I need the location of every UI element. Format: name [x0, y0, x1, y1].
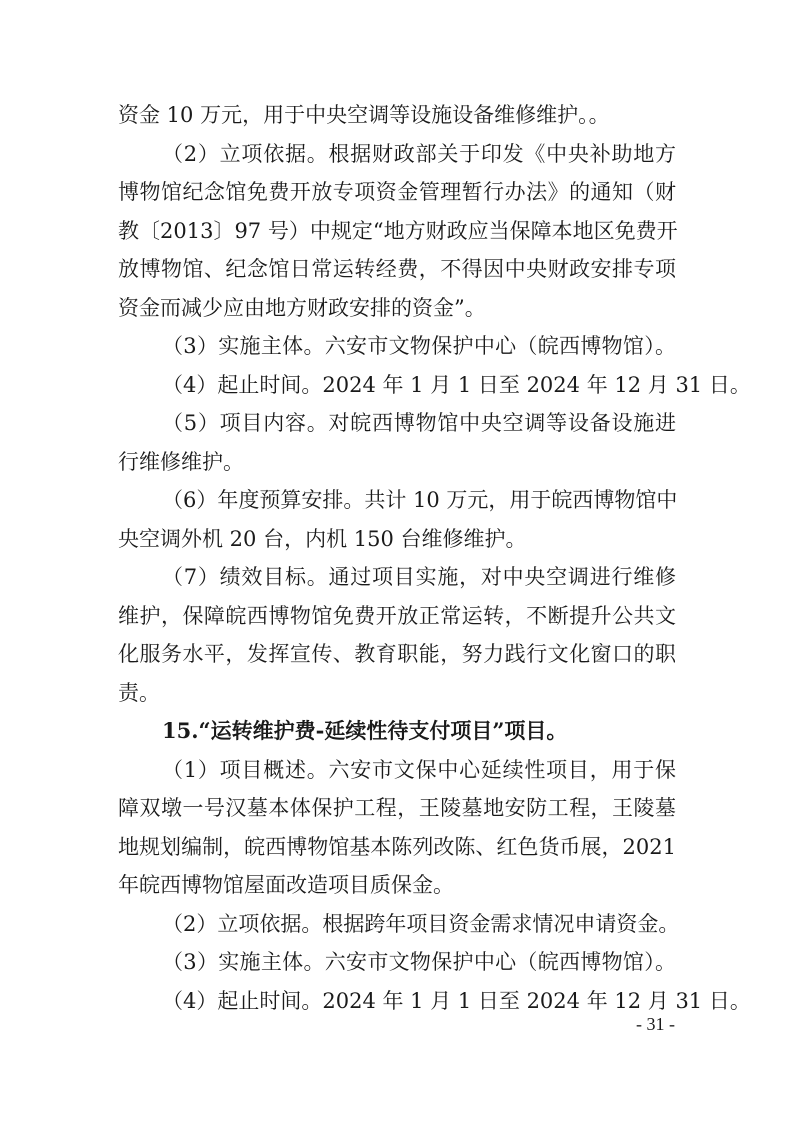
text-line: （1）项目概述。六安市文保中心延续性项目，用于保 — [162, 757, 676, 782]
text-line: （6）年度预算安排。共计 10 万元，用于皖西博物馆中 — [162, 488, 678, 512]
text-line: （3）实施主体。六安市文物保护中心（皖西博物馆）。 — [162, 950, 676, 974]
text-line: （7）绩效目标。通过项目实施，对中央空调进行维修 — [162, 565, 676, 589]
text-line: （2）立项依据。根据财政部关于印发《中央补助地方 — [162, 141, 676, 166]
text-line: （5）项目内容。对皖西博物馆中央空调等设备设施进 — [162, 411, 676, 435]
text-line: （3）实施主体。六安市文物保护中心（皖西博物馆）。 — [162, 334, 676, 358]
text-line: 行维修维护。 — [118, 449, 244, 474]
text-line: 教〔2013〕97 号）中规定“地方财政应当保障本地区免费开 — [118, 218, 678, 243]
page-number: - 31 - — [636, 1014, 675, 1034]
text-line: （2）立项依据。根据跨年项目资金需求情况申请资金。 — [162, 911, 680, 936]
section-heading: 15.“运转维护费-延续性待支付项目”项目。 — [162, 718, 568, 743]
text-line: 年皖西博物馆屋面改造项目质保金。 — [118, 873, 454, 897]
text-line: 央空调外机 20 台，内机 150 台维修维护。 — [118, 526, 527, 551]
text-line: 责。 — [118, 680, 160, 705]
text-line: 障双墩一号汉墓本体保护工程，王陵墓地安防工程，王陵墓 — [118, 796, 676, 820]
text-line: 化服务水平，发挥宣传、教育职能，努力践行文化窗口的职 — [118, 642, 676, 666]
text-line: 资金 10 万元，用于中央空调等设施设备维修维护。。 — [118, 103, 610, 127]
text-line: 资金而减少应由地方财政安排的资金”。 — [118, 295, 486, 320]
text-line: （4）起止时间。2024 年 1 月 1 日至 2024 年 12 月 31 日。 — [162, 372, 751, 397]
text-line: 放博物馆、纪念馆日常运转经费，不得因中央财政安排专项 — [118, 257, 676, 281]
document-body — [118, 96, 751, 1020]
text-line: 地规划编制，皖西博物馆基本陈列改陈、红色货币展，2021 — [118, 834, 676, 859]
text-line: （4）起止时间。2024 年 1 月 1 日至 2024 年 12 月 31 日。 — [162, 988, 751, 1013]
text-line: 维护，保障皖西博物馆免费开放正常运转，不断提升公共文 — [118, 603, 676, 628]
text-line: 博物馆纪念馆免费开放专项资金管理暂行办法》的通知（财 — [118, 180, 676, 204]
